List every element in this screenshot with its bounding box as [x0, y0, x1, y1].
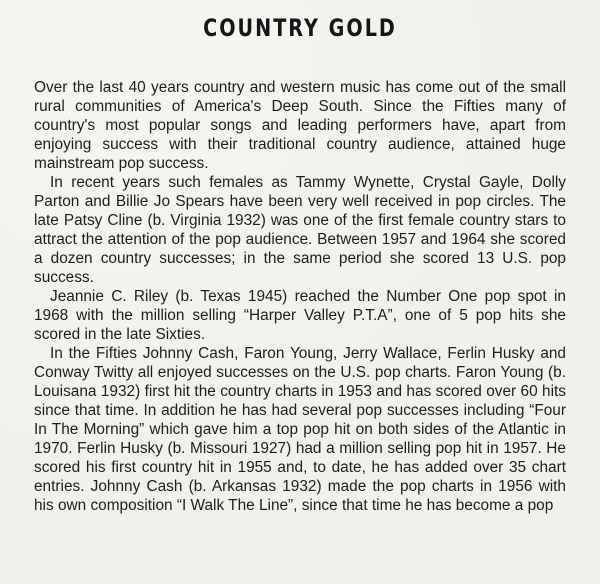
paragraph-jeannie-riley: Jeannie C. Riley (b. Texas 1945) reached the Number One pop spot in 1968 with the million selling “Harper Valley P.T.A”, one of 5 pop hits she scored in the late Sixties. [34, 288, 566, 343]
paragraph-female-artists: In recent years such females as Tammy Wynette, Crystal Gayle, Dolly Parton and Billie Jo Spears have been very well received in pop circles. The late Patsy Cline (b. Virginia 1932) was one of the first female country stars to attract the attention of the pop audience. Between 1957 and 1964 she scored a dozen country successes; in the same period she scored 13 U.S. pop success. [34, 174, 566, 286]
article-body [34, 78, 566, 515]
paragraph-intro: Over the last 40 years country and western music has come out of the small rural communities of America's Deep South. Since the Fifties many of country's most popular songs and leading performers have, apart from enjoying success with their traditional country audience, attained huge mainstream pop success. [34, 79, 566, 172]
paragraph-fifties-artists: In the Fifties Johnny Cash, Faron Young, Jerry Wallace, Ferlin Husky and Conway Twitty all enjoyed successes on the U.S. pop charts. Faron Young (b. Louisana 1932) first hit the country charts in 1953 and has scored over 60 hits since that time. In addition he has had several pop successes including “Four In The Morning” which gave him a top pop hit on both sides of the Atlantic in 1970. Ferlin Husky (b. Missouri 1927) had a million selling pop hit in 1957. He scored his first country hit in 1955 and, to date, he has added over 35 chart entries. Johnny Cash (b. Arkansas 1932) made the pop charts in 1956 with his own composition “I Walk The Line”, since that time he has become a pop [34, 345, 566, 514]
page-title: COUNTRY GOLD [203, 14, 397, 42]
